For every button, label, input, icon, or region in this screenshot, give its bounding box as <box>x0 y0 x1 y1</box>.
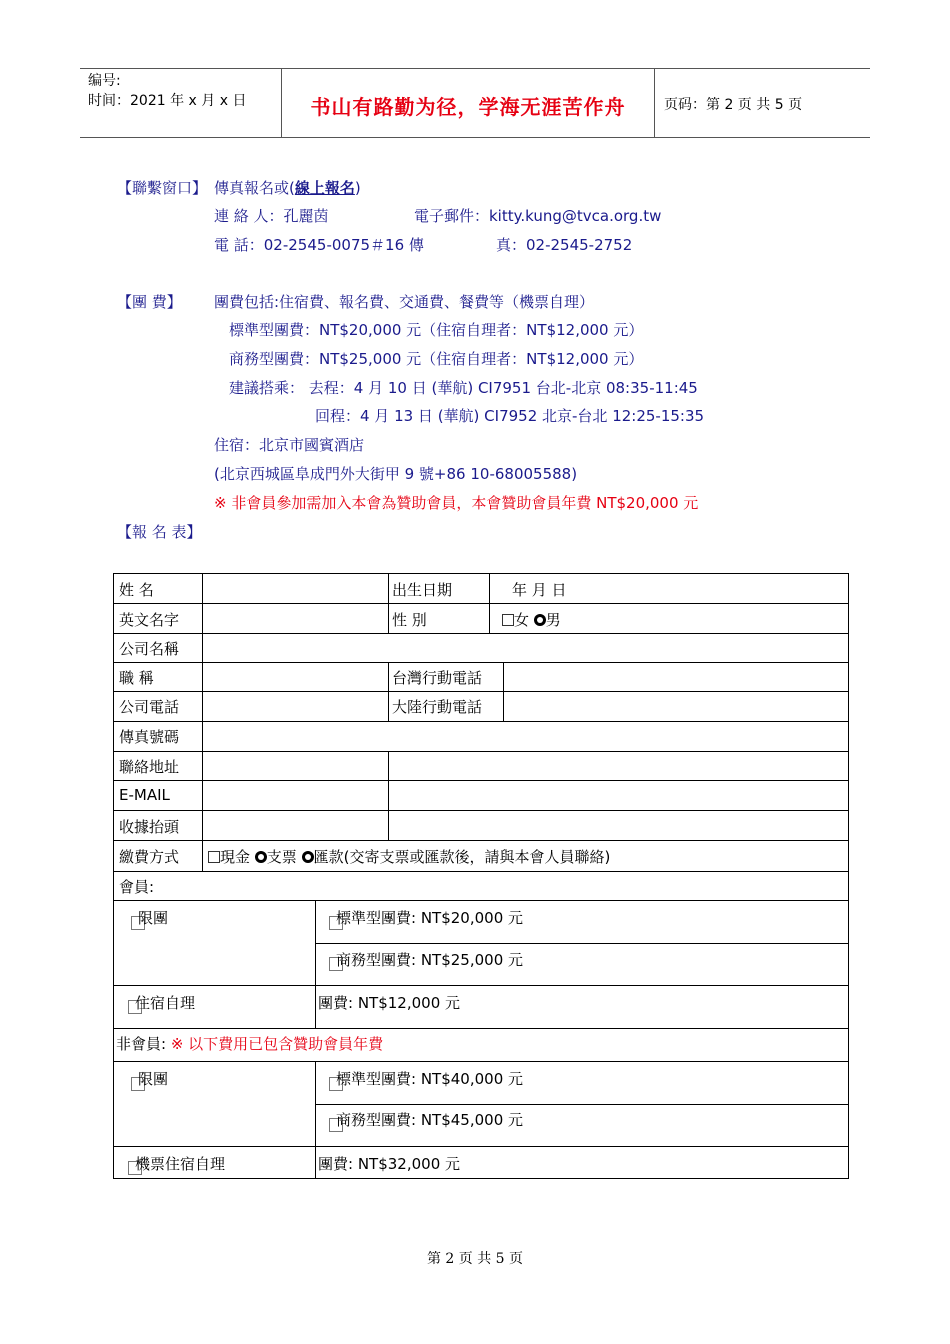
header-meta <box>88 71 246 111</box>
nonmember-business-fee: 商務型團費: NT$45,000 元 <box>336 1111 524 1129</box>
flight-outbound: 建議搭乘： 去程：4 月 10 日 (華航) CI7951 台北-北京 08:35-11:45 <box>229 379 698 397</box>
header-divider <box>654 69 655 137</box>
member-group-label: 限團 <box>138 909 169 927</box>
fees-business: 商務型團費：NT$25,000 元（住宿自理者：NT$12,000 元） <box>229 350 644 368</box>
pay-remit-label: 匯款(交寄支票或匯款後，請與本會人員聯絡) <box>313 848 611 866</box>
label-receipt: 收據抬頭 <box>119 818 180 836</box>
label-gender: 性 別 <box>392 611 427 629</box>
label-company: 公司名稱 <box>119 640 180 658</box>
nonmember-notice: ※ 非會員參加需加入本會為贊助會員，本會贊助會員年費 NT$20,000 元 <box>214 494 699 512</box>
label-email: E-MAIL <box>119 786 170 804</box>
pay-check-radio[interactable] <box>255 851 267 863</box>
flight-return: 回程：4 月 13 日 (華航) CI7952 北京-台北 12:25-15:35 <box>315 407 705 425</box>
gender-options <box>502 609 561 630</box>
label-nonmember: 非會員: <box>116 1035 167 1053</box>
gender-female-label: 女 <box>514 611 530 629</box>
header-motto: 书山有路勤为径，学海无涯苦作舟 <box>310 95 626 119</box>
payment-options <box>208 846 610 867</box>
fees-includes: 團費包括:住宿費、報名費、交通費、餐費等（機票自理） <box>214 293 595 311</box>
contact-line <box>214 177 361 198</box>
label-english-name: 英文名字 <box>119 611 180 629</box>
label-tw-mobile: 台灣行動電話 <box>392 669 483 687</box>
doc-date: 时间：2021 年 x 月 x 日 <box>88 93 247 109</box>
contact-line-prefix: 傳真報名或( <box>214 179 295 197</box>
member-self-fee: 團費: NT$12,000 元 <box>318 994 461 1012</box>
contact-phone: 電 話：02-2545-0075＃16 傳 <box>214 236 424 254</box>
signup-form-title: 【報 名 表】 <box>117 523 202 541</box>
nonmember-header <box>116 1033 383 1054</box>
label-birth: 出生日期 <box>392 581 453 599</box>
label-payment: 繳費方式 <box>119 848 180 866</box>
birth-date-field[interactable]: 年 月 日 <box>512 581 567 599</box>
gender-male-radio[interactable] <box>534 614 546 626</box>
contact-person: 連 絡 人：孔麗茵 <box>214 207 329 225</box>
contact-line-suffix: ) <box>354 179 361 197</box>
hotel-name: 住宿：北京市國賓酒店 <box>214 436 365 454</box>
nonmember-self-label: 機票住宿自理 <box>135 1155 226 1173</box>
member-standard-fee: 標準型團費: NT$20,000 元 <box>336 909 524 927</box>
label-member: 會員: <box>119 878 155 896</box>
contact-fax: 真：02-2545-2752 <box>496 236 633 254</box>
header-page-number: 页码：第 2 页 共 5 页 <box>664 97 803 113</box>
nonmember-standard-fee: 標準型團費: NT$40,000 元 <box>336 1070 524 1088</box>
gender-female-checkbox[interactable] <box>502 614 514 626</box>
page-footer: 第 2 页 共 5 页 <box>426 1251 524 1267</box>
nonmember-self-fee: 團費: NT$32,000 元 <box>318 1155 461 1173</box>
pay-check-label: 支票 <box>266 848 297 866</box>
label-cn-mobile: 大陸行動電話 <box>392 698 483 716</box>
gender-male-label: 男 <box>545 611 561 629</box>
label-fax: 傳真號碼 <box>119 728 180 746</box>
label-job-title: 職 稱 <box>119 669 154 687</box>
online-signup-link[interactable]: 線上報名 <box>294 179 355 197</box>
contact-email: 電子郵件：kitty.kung@tvca.org.tw <box>414 207 662 225</box>
doc-number: 编号: <box>88 73 121 89</box>
hotel-address: (北京西城區阜成門外大街甲 9 號+86 10-68005588) <box>214 465 578 483</box>
nonmember-group-label: 限團 <box>138 1070 169 1088</box>
pay-cash-label: 現金 <box>220 848 251 866</box>
page-header <box>80 68 870 138</box>
label-company-phone: 公司電話 <box>119 698 180 716</box>
member-self-label: 住宿自理 <box>135 994 196 1012</box>
nonmember-fee-note: ※ 以下費用已包含贊助會員年費 <box>170 1035 384 1053</box>
contact-section-title: 【聯繫窗口】 <box>117 179 208 197</box>
label-name: 姓 名 <box>119 581 154 599</box>
label-address: 聯絡地址 <box>119 758 180 776</box>
member-business-fee: 商務型團費: NT$25,000 元 <box>336 951 524 969</box>
pay-remit-radio[interactable] <box>302 851 314 863</box>
pay-cash-checkbox[interactable] <box>208 851 220 863</box>
signup-form-table <box>113 573 849 1179</box>
fees-section-title: 【團 費】 <box>117 293 182 311</box>
fees-standard: 標準型團費：NT$20,000 元（住宿自理者：NT$12,000 元） <box>229 321 644 339</box>
